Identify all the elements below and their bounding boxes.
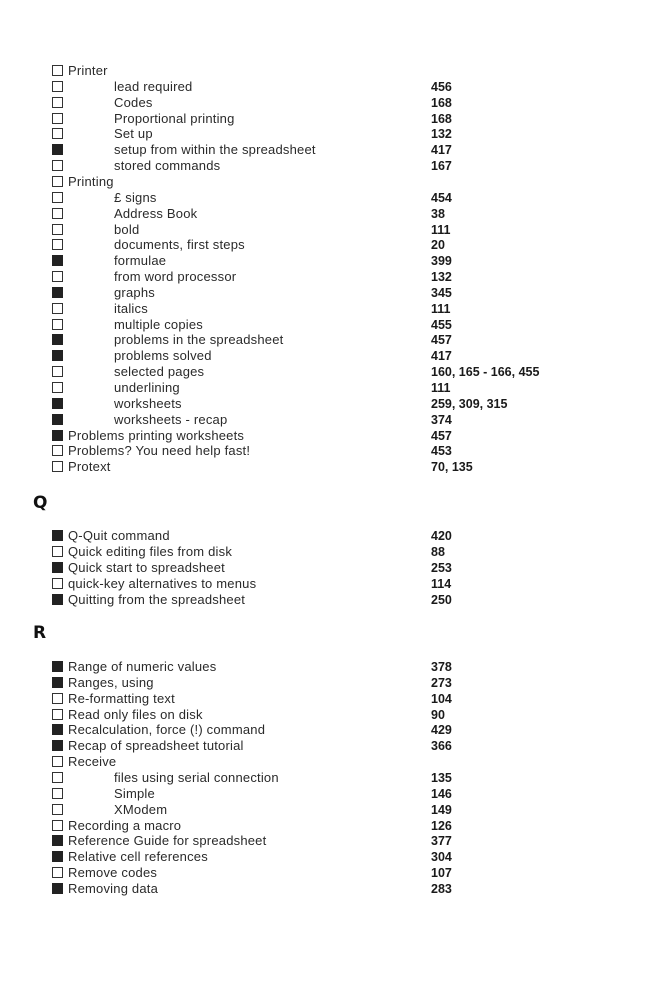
empty-checkbox-icon: [52, 319, 63, 330]
page-references: 417: [431, 143, 452, 158]
section-letter-heading: R: [33, 623, 47, 643]
page-references: 253: [431, 561, 452, 575]
page-references: 283: [431, 881, 452, 896]
empty-checkbox-icon: [52, 160, 63, 171]
index-term: Problems? You need help fast!: [68, 443, 251, 459]
index-entry: [52, 428, 612, 444]
empty-checkbox-icon: [52, 97, 63, 108]
index-entry: [52, 722, 612, 738]
page-references: 455: [431, 317, 452, 332]
page-references: 107: [431, 866, 452, 880]
page-references: 259, 309, 315: [431, 396, 508, 411]
index-subentry: [52, 332, 612, 348]
index-subentry: [52, 412, 612, 428]
index-subentry: [52, 111, 612, 127]
index-term: problems solved: [114, 348, 212, 364]
index-entry: [52, 833, 612, 849]
filled-checkbox-icon: [52, 414, 63, 425]
filled-checkbox-icon: [52, 724, 63, 735]
index-term: Recalculation, force (!) command: [68, 722, 266, 738]
index-subentry: [52, 79, 612, 95]
empty-checkbox-icon: [52, 788, 63, 799]
index-term: XModem: [114, 801, 168, 817]
empty-checkbox-icon: [52, 303, 63, 314]
index-term: Printing: [68, 174, 114, 189]
index-subentry: [52, 158, 612, 174]
index-entry: [52, 592, 612, 608]
index-entry: [52, 459, 612, 475]
filled-checkbox-icon: [52, 144, 63, 155]
index-term: Address Book: [114, 205, 198, 221]
index-subentry: [52, 802, 612, 818]
index-term: Reference Guide for spreadsheet: [68, 833, 267, 849]
empty-checkbox-icon: [52, 113, 63, 124]
empty-checkbox-icon: [52, 693, 63, 704]
index-term: Proportional printing: [114, 110, 235, 126]
filled-checkbox-icon: [52, 883, 63, 894]
page-references: 146: [431, 786, 452, 801]
empty-checkbox-icon: [52, 820, 63, 831]
page-references: 250: [431, 593, 452, 607]
filled-checkbox-icon: [52, 740, 63, 751]
index-subentry: [52, 190, 612, 206]
page-references: 345: [431, 285, 452, 300]
page-references: 454: [431, 190, 452, 205]
index-entry: [52, 849, 612, 865]
index-term: Codes: [114, 94, 153, 110]
empty-checkbox-icon: [52, 65, 63, 76]
index-term: problems in the spreadsheet: [114, 332, 284, 348]
page-references: 457: [431, 333, 452, 348]
empty-checkbox-icon: [52, 239, 63, 250]
index-term: Recap of spreadsheet tutorial: [68, 738, 244, 754]
page-references: 132: [431, 270, 452, 284]
index-term: Quick editing files from disk: [68, 544, 233, 559]
filled-checkbox-icon: [52, 334, 63, 345]
page-references: 399: [431, 254, 452, 269]
index-subentry: [52, 142, 612, 158]
empty-checkbox-icon: [52, 176, 63, 187]
index-subentry: [52, 317, 612, 333]
page-references: 135: [431, 770, 452, 785]
empty-checkbox-icon: [52, 756, 63, 767]
empty-checkbox-icon: [52, 772, 63, 783]
empty-checkbox-icon: [52, 271, 63, 282]
page-references: 114: [431, 577, 452, 591]
index-entry: [52, 528, 612, 544]
index-term: Printer: [68, 63, 108, 78]
filled-checkbox-icon: [52, 594, 63, 605]
filled-checkbox-icon: [52, 530, 63, 541]
index-term: lead required: [114, 78, 193, 94]
index-subentry: [52, 770, 612, 786]
index-term: Receive: [68, 754, 117, 770]
index-subentry: [52, 348, 612, 364]
page-references: 420: [431, 529, 452, 543]
index-entry: [52, 63, 612, 79]
index-term: from word processor: [114, 269, 237, 284]
index-entry: [52, 738, 612, 754]
index-term: quick-key alternatives to menus: [68, 576, 257, 591]
page-references: 104: [431, 691, 452, 706]
filled-checkbox-icon: [52, 350, 63, 361]
filled-checkbox-icon: [52, 835, 63, 846]
index-entry: [52, 881, 612, 897]
page-references: 417: [431, 349, 452, 364]
index-term: Q-Quit command: [68, 528, 170, 543]
page-references: 378: [431, 660, 452, 674]
index-term: £ signs: [114, 189, 157, 205]
index-entry: [52, 675, 612, 691]
filled-checkbox-icon: [52, 677, 63, 688]
page-references: 429: [431, 723, 452, 738]
index-term: graphs: [114, 284, 155, 300]
index-subentry: [52, 380, 612, 396]
index-subentry: [52, 126, 612, 142]
index-subentry: [52, 396, 612, 412]
section-letter-heading: Q: [33, 493, 48, 513]
empty-checkbox-icon: [52, 445, 63, 456]
page-references: 20: [431, 238, 445, 253]
index-term: Protext: [68, 459, 111, 475]
empty-checkbox-icon: [52, 709, 63, 720]
filled-checkbox-icon: [52, 562, 63, 573]
index-entry: [52, 174, 612, 190]
page-references: 456: [431, 79, 452, 94]
page-references: 111: [431, 222, 451, 237]
page-references: 374: [431, 412, 452, 427]
page-references: 457: [431, 428, 452, 443]
index-term: Relative cell references: [68, 849, 208, 865]
empty-checkbox-icon: [52, 867, 63, 878]
index-term: Ranges, using: [68, 674, 154, 690]
page-references: 88: [431, 545, 445, 559]
empty-checkbox-icon: [52, 81, 63, 92]
index-term: worksheets - recap: [114, 411, 228, 427]
page-references: 273: [431, 675, 452, 690]
index-entry: [52, 754, 612, 770]
index-term: Removing data: [68, 880, 159, 896]
page-references: 160, 165 - 166, 455: [431, 365, 540, 380]
index-term: formulae: [114, 253, 167, 269]
index-subentry: [52, 786, 612, 802]
page-references: 366: [431, 739, 452, 754]
index-subentry: [52, 95, 612, 111]
index-entry: [52, 544, 612, 560]
index-term: Simple: [114, 785, 155, 801]
index-entry: [52, 576, 612, 592]
page-references: 168: [431, 111, 452, 126]
index-subentry: [52, 206, 612, 222]
page-references: 132: [431, 127, 452, 142]
index-term: underlining: [114, 380, 180, 395]
index-term: Quitting from the spreadsheet: [68, 592, 246, 607]
index-term: selected pages: [114, 364, 205, 380]
empty-checkbox-icon: [52, 224, 63, 235]
index-entry: [52, 691, 612, 707]
filled-checkbox-icon: [52, 851, 63, 862]
filled-checkbox-icon: [52, 398, 63, 409]
index-term: Read only files on disk: [68, 706, 203, 722]
empty-checkbox-icon: [52, 192, 63, 203]
filled-checkbox-icon: [52, 255, 63, 266]
index-subentry: [52, 285, 612, 301]
empty-checkbox-icon: [52, 804, 63, 815]
index-subentry: [52, 253, 612, 269]
page-references: 168: [431, 95, 452, 110]
index-subentry: [52, 269, 612, 285]
index-term: Quick start to spreadsheet: [68, 560, 225, 575]
page-references: 149: [431, 802, 452, 817]
index-term: worksheets: [114, 395, 182, 411]
page-references: 304: [431, 850, 452, 865]
page-references: 167: [431, 159, 452, 174]
page-references: 111: [431, 381, 451, 395]
empty-checkbox-icon: [52, 382, 63, 393]
index-subentry: [52, 237, 612, 253]
index-entry: [52, 659, 612, 675]
index-term: Remove codes: [68, 865, 158, 880]
index-term: Range of numeric values: [68, 659, 217, 674]
index-term: documents, first steps: [114, 237, 245, 253]
empty-checkbox-icon: [52, 578, 63, 589]
index-term: stored commands: [114, 158, 221, 174]
filled-checkbox-icon: [52, 430, 63, 441]
index-entry: [52, 865, 612, 881]
empty-checkbox-icon: [52, 128, 63, 139]
page-references: 126: [431, 818, 452, 833]
index-subentry: [52, 222, 612, 238]
page-references: 70, 135: [431, 460, 473, 475]
empty-checkbox-icon: [52, 208, 63, 219]
empty-checkbox-icon: [52, 546, 63, 557]
index-term: Re-formatting text: [68, 690, 175, 706]
page-references: 111: [431, 301, 451, 316]
index-term: bold: [114, 221, 140, 237]
empty-checkbox-icon: [52, 366, 63, 377]
page-references: 453: [431, 444, 452, 459]
index-term: files using serial connection: [114, 769, 279, 785]
page-references: 90: [431, 707, 445, 722]
page-references: 377: [431, 834, 452, 849]
index-term: Set up: [114, 126, 153, 142]
index-entry: [52, 443, 612, 459]
filled-checkbox-icon: [52, 661, 63, 672]
index-term: Recording a macro: [68, 817, 182, 833]
index-entry: [52, 560, 612, 576]
index-term: setup from within the spreadsheet: [114, 142, 316, 158]
empty-checkbox-icon: [52, 461, 63, 472]
filled-checkbox-icon: [52, 287, 63, 298]
index-entry: [52, 707, 612, 723]
index-subentry: [52, 364, 612, 380]
page-references: 38: [431, 206, 445, 221]
index-term: italics: [114, 300, 148, 316]
index-entry: [52, 818, 612, 834]
index-term: Problems printing worksheets: [68, 427, 245, 443]
index-subentry: [52, 301, 612, 317]
index-term: multiple copies: [114, 316, 203, 332]
